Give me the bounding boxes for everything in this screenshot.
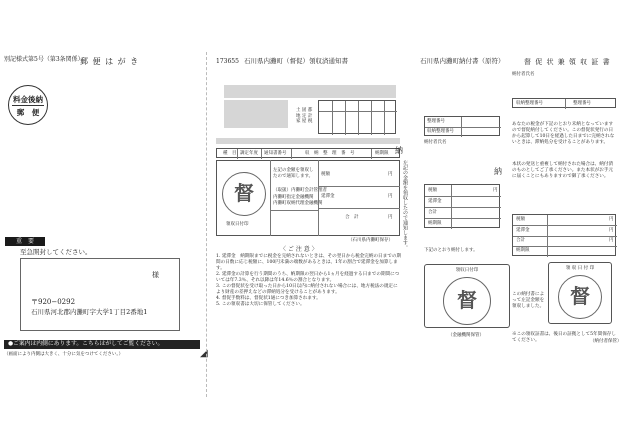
reminder-field-collection: 収納整理番号 [516,101,543,106]
note-item: 5. この領収書は大切に保管してください。 [216,302,305,307]
side-vertical-note: 左記の金額を領収したので通知します。 [402,160,408,250]
postage-stamp [8,85,48,125]
header-item: 種 目 [223,151,237,156]
slip-row-tax-yen: 円 [493,188,498,193]
payment-slip-title: 石川県内灘町納付書（原符） [420,57,505,65]
receipt-stamp-circle [222,172,266,216]
receipt-stamp-char: 督 [234,181,254,205]
reminder-bottom-note: ※この領収証書は、後日の証拠として5年間保存してください。 [512,332,616,343]
peel-arrow-icon: ◢ [200,348,208,359]
reminder-stamp-char: 督 [570,284,590,308]
slip-below-text: 下記のとおり納付します。 [424,248,478,253]
receipt-footnote: （石川県内灘町保存） [348,238,393,243]
tax-type-labels: 土 固 都 地 定 計 家 屋 税 [296,108,313,124]
header-due-date: 納期限 [375,151,389,156]
payment-char: 納 [395,146,403,155]
slip-fields-box [424,116,500,136]
bank-title: （取扱）内灘町会計管理者 [273,188,327,193]
reminder-keeper: （納付者保管） [590,339,622,344]
taxpayer-address-bar [224,85,396,98]
amount-row-total: 合 計 [345,215,359,220]
bank-line-1: 内灘町指定金融機関 [273,195,314,200]
postal-code: 〒920−0292 [31,298,76,306]
reminder-body-2: 本状の発送と重複して納付された場合は、納付済のものとしてご了承ください。また本状がお手元に届くことにもありますので御了承ください。 [512,162,614,179]
notes-list [216,254,402,308]
note-item: 1. 延滞金 納期限までに税金を完納されないときは、その翌日から税金完納の日までの期間の日数に応じ税額に、100円未満の端数があるときは、1年の割合で延滞金を加算します。 [216,254,402,271]
reminder-row-late-yen: 円 [609,228,614,233]
slip-field-number: 整理番号 [427,119,445,124]
amount-row-late: 延滞金 [321,194,335,199]
header-year: 調定年度 [240,151,258,156]
header-collection-number: 収 納 整 理 番 号 [305,151,355,156]
amount-row-tax-yen: 円 [388,172,393,177]
postage-stamp-line1: 料金後納 [13,95,43,104]
slip-field-collection: 収納整理番号 [427,129,454,134]
bank-line-2: 内灘町収納代理金融機関 [273,201,323,206]
important-text: 至急開封してください。 [20,248,92,256]
tax-amount-grid [318,100,396,134]
header-notice-number: 通知書番号 [264,151,287,156]
reminder-row-tax-yen: 円 [609,217,614,222]
receipt-notice-title: 石川県内灘町（督促）領収済通知書 [244,57,348,65]
postcard-title: 郵 便 は が き [80,57,140,66]
slip-row-tax: 税額 [428,188,437,193]
reminder-stamp-box [548,262,612,324]
reminder-row-tax: 税額 [516,217,525,222]
note-item: 2. 延滞金の計算を行う期間のうち、納期限の翌日から1ヵ月を経過する日までの期間については年7.3％、それ以降は年14.6％の割合となります。 [216,272,400,283]
slip-stamp-circle [443,277,491,325]
slip-row-late: 延滞金 [428,199,442,204]
slip-field-taxpayer: 納付者氏名 [424,140,447,145]
reminder-field-box [512,98,616,108]
reminder-row-total-yen: 円 [609,238,614,243]
peel-note: （画面により内側は大きく、十分に気をつけてください。） [4,352,124,357]
slip-stamp-char: 督 [457,288,477,312]
receipt-above-note: 左記の金額を領収したので通知します。 [273,168,314,179]
receipt-gray-stripe [216,138,400,144]
reminder-stamp-caption: 領 収 日 付 印 [565,266,595,271]
form-number-label: 別記様式第5号（第3条関係） [4,56,84,63]
address-window [20,258,180,331]
receipt-stamp-caption: 領収日付印 [226,222,249,227]
reminder-body-1: あなたの税金が下記のとおり未納となっていますので督促納付してください。この督促状発行の日から起算して10日を経過した日までに完納されないときは、滞納処分を受けることがあります。 [512,122,615,145]
slip-payment-char: 納 [494,167,502,176]
receipt-header-row [216,148,400,158]
amount-row-total-yen: 円 [388,215,393,220]
amount-row-late-yen: 円 [388,194,393,199]
postage-stamp-line2: 郵 便 [16,108,40,117]
slip-row-total: 合計 [428,210,437,215]
amount-row-tax: 税額 [321,172,330,177]
notes-title: 〈 ご 注 意 〉 [280,246,318,253]
slip-stamp-box [424,264,510,328]
note-item: 3. この督促状を受け取った日から10日以内に納付されない場合には、地方税法の規定により財産の差押えなどの滞納処分を受けることがあります。 [216,284,398,295]
reminder-row-late: 延滞金 [516,228,530,233]
taxpayer-name-bar [224,100,288,128]
reminder-row-total: 合計 [516,238,525,243]
important-badge: 重 要 [5,237,45,246]
slip-row-due: 納期限 [428,221,442,226]
note-item: 4. 督促手数料は、督促状1通につき加算されます。 [216,296,321,301]
reminder-right-note: この納付書によって左記金額を領収しました。 [512,292,545,309]
reminder-row-due: 納期限 [516,248,530,253]
slip-bank-keep: （金融機関保管） [448,333,484,338]
slip-stamp-caption: 領収日付印 [455,268,479,273]
reminder-field-number: 整理番号 [573,101,591,106]
receipt-serial: 173655 [216,58,239,65]
slip-amount-table [424,184,500,228]
reminder-stamp-circle [558,275,602,319]
reminder-title: 督 促 状 兼 領 収 証 書 [524,58,611,66]
address-honorific: 様 [152,271,159,279]
return-address: 石川県河北郡内灘町字大学1丁目2番地1 [31,308,148,316]
open-instruction-bar: ●ご案内は内側にあります。こちらはがしてご覧ください。 [4,340,200,349]
reminder-amount-table [512,214,616,256]
reminder-taxpayer-label: 納付者氏名 [512,72,535,77]
